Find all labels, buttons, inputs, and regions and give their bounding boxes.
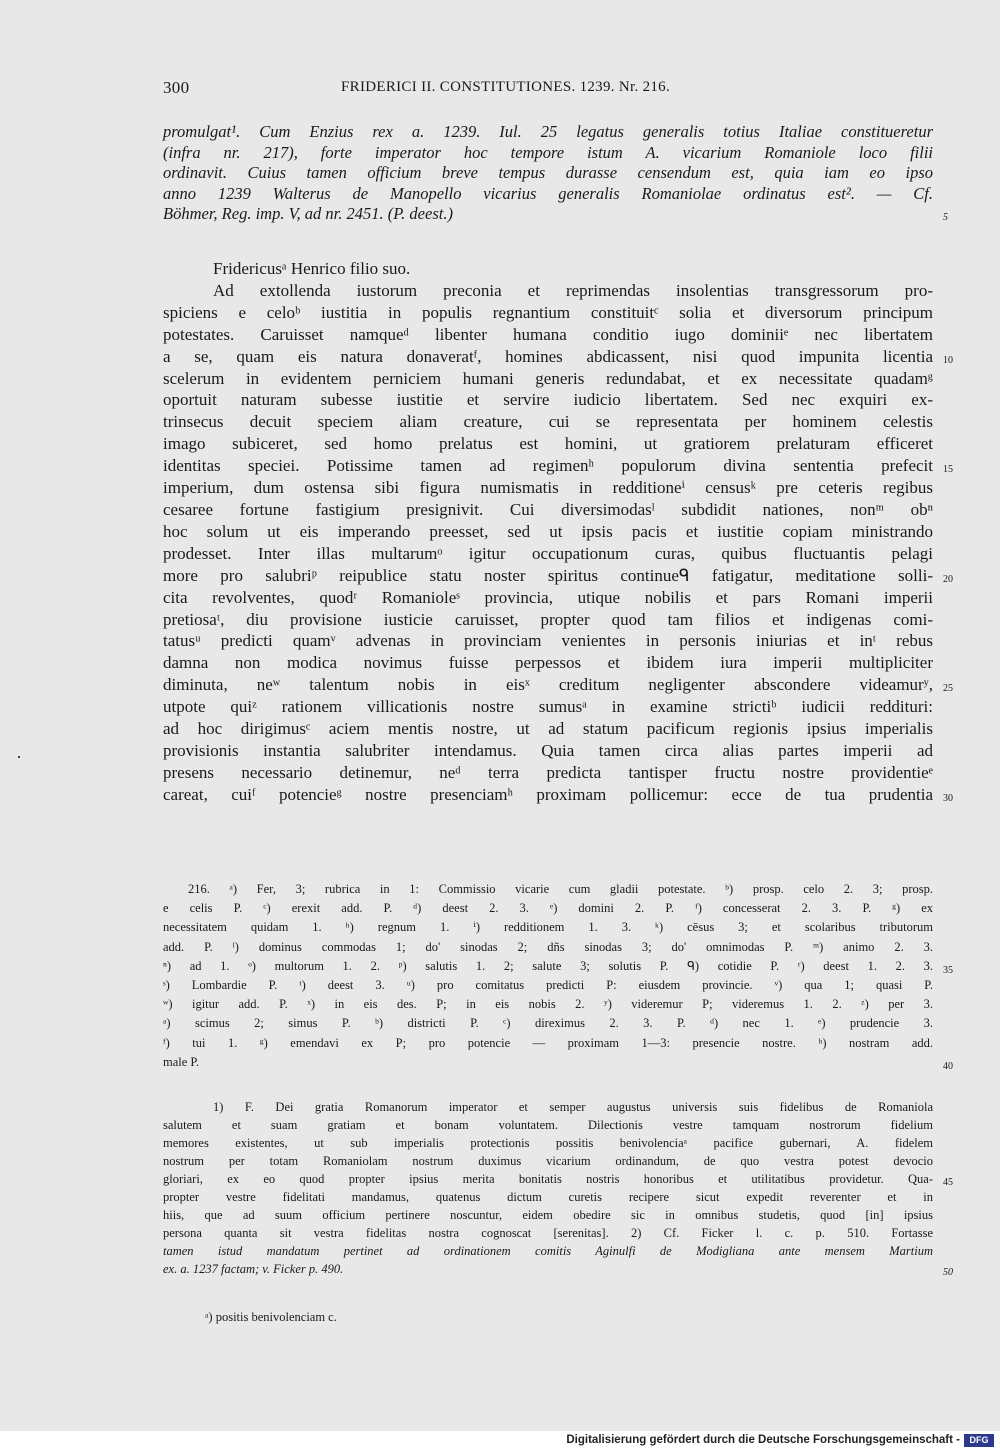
text-line xyxy=(163,324,933,346)
digitization-bar xyxy=(0,1431,1000,1451)
text-line-text: pretiosaᵗ, diu provisione iusticie caruisset, propter quod tam filios et indigenas comi- xyxy=(163,609,933,629)
text-line-text: careat, cuiᶠ potencieᵍ nostre presenciamʰ proximam pollicemur: ecce de tua prudentia xyxy=(163,784,933,804)
line-number: 20 xyxy=(943,573,953,585)
line-number: 15 xyxy=(943,464,953,476)
line-number: 10 xyxy=(943,354,953,366)
text-line-text: Ad extollenda iustorum preconia et reprimendas insolentias transgressorum pro- xyxy=(213,280,933,300)
text-line-text: more pro salubriᵖ reipublice statu noster spiritus continueᑫ fatigatur, meditatione solli- xyxy=(163,565,933,585)
footnote-line-text: persona quanta sit vestra fidelitas nostra cognoscat [serenitas]. 2) Cf. Ficker l. c. p. 510. Fortasse xyxy=(163,1226,933,1240)
line-number: 35 xyxy=(943,964,953,976)
text-line xyxy=(163,455,953,477)
text-line-text: diminuta, neʷ talentum nobis in eisˣ creditum negligenter abscondere videamurʸ, xyxy=(163,675,933,695)
footnote-line-text: propter vestre fidelitati mandamus, quatenus dictum curetis recipere sicut expedit reverenter et in xyxy=(163,1190,933,1204)
text-line xyxy=(163,587,933,609)
footnote-line xyxy=(163,1116,933,1134)
apparatus-line xyxy=(163,976,933,995)
footnote-line-text: ex. a. 1237 factam; v. Ficker p. 490. xyxy=(163,1262,344,1276)
footnote-line-text: tamen istud mandatum pertinet ad ordinationem comitis Aginulfi de Modigliana ante mensem Martium xyxy=(163,1244,933,1258)
footnote-line-text: salutem et suam gratiam et bonam voluntatem. Dilectionis vestre tamquam nostrorum fidelium xyxy=(163,1118,933,1132)
scan-speck xyxy=(18,756,20,758)
intro-line-text: promulgat¹. Cum Enzius rex a. 1239. Iul. 25 legatus generalis totius Italiae constitueretur xyxy=(163,122,933,141)
text-line-text: provisionis instantia salubriter intendamus. Quia tamen circa alias partes imperii ad xyxy=(163,740,933,760)
text-line xyxy=(163,368,933,390)
intro-line xyxy=(163,122,933,143)
text-line-text: ad hoc dirigimusᶜ aciem mentis nostre, ut ad statum pacificum regionis ipsius imperialis xyxy=(163,719,933,739)
footnote-line xyxy=(163,1242,933,1260)
apparatus-line-text: ᶠ) tui 1. ᵍ) emendavi ex P; pro potencie — proximam 1—3: presencie nostre. ʰ) nostram add. xyxy=(163,1035,933,1050)
editorial-introduction xyxy=(163,122,948,225)
text-line-text: identitas speciei. Potissime tamen ad regimenʰ populorum divina sententia prefecit xyxy=(163,456,933,476)
sub-footnote: ᵃ) positis benivolenciam c. xyxy=(205,1310,337,1324)
text-line xyxy=(163,762,933,784)
apparatus-line xyxy=(163,918,933,937)
apparatus-line-text: ʷ) igitur add. P. ˣ) in eis des. P; in eis nobis 2. ʸ) videremur P; videremus 1. 2. ᶻ) per 3. xyxy=(163,997,933,1012)
intro-line-text: Böhmer, Reg. imp. V, ad nr. 2451. (P. deest.) xyxy=(163,204,453,224)
apparatus-line-text: add. P. ˡ) dominus commodas 1; do' sinodas 2; dñs sinodas 3; do' omnimodas P. ᵐ) animo 2. 3. xyxy=(163,939,933,954)
apparatus-line xyxy=(163,957,953,976)
footnote-line-text: hiis, que ad suum officium pertinere noscuntur, eidem obedire sic in omnibus studetis, quod [in] ipsius xyxy=(163,1208,933,1222)
text-line-text: Fridericusᵃ Henrico filio suo. xyxy=(213,259,411,278)
text-line-text: presens necessario detinemur, neᵈ terra predicta tantisper fructu nostre providentieᵉ xyxy=(163,762,933,782)
text-line xyxy=(163,609,933,631)
footnote-line-text: gloriari, ex eo quod propter ipsius merita bonitatis nostris honoribus et utilitatibus providetur. Qua- xyxy=(163,1172,933,1186)
intro-line xyxy=(163,143,933,164)
text-line-text: a se, quam eis natura donaveratᶠ, homines abdicassent, nisi quod impunita licentia xyxy=(163,346,933,366)
text-line-text: damna non modica novimus fuisse perpessos et ibidem iura imperii multipliciter xyxy=(163,653,933,673)
dfg-logo: DFG xyxy=(964,1434,994,1447)
text-line-text: spiciens e celoᵇ iustitia in populis regnantium constituitᶜ solia et diversorum principum xyxy=(163,302,933,322)
text-line-text: imago subiceret, sed homo prelatus est homini, ut gratiorem prelaturam efficeret xyxy=(163,434,933,454)
page-number: 300 xyxy=(163,78,190,97)
digitization-credit: Digitalisierung gefördert durch die Deutsche Forschungsgemeinschaft - xyxy=(566,1434,960,1446)
line-number: 25 xyxy=(943,683,953,695)
footnote-line xyxy=(163,1224,933,1242)
footnote-line-text: memores existentes, ut sub imperialis protectionis possitis benivolenciaᵃ pacifice gubernari, A. fidelem xyxy=(163,1136,933,1150)
text-line-text: oportuit naturam subesse iustitie et servire iudicio libertatem. Sed nec exquiri ex- xyxy=(163,390,933,410)
text-line-text: cesaree fortune fastigium presignivit. Cui diversimodasˡ subdidit nationes, nonᵐ obⁿ xyxy=(163,499,933,519)
footnote-line xyxy=(163,1152,933,1170)
line-number: 45 xyxy=(943,1177,953,1188)
text-line xyxy=(163,630,933,652)
apparatus-line-text: male P. xyxy=(163,1054,200,1069)
text-line-text: cita revolventes, quodʳ Romanioleˢ provincia, utique nobilis et pars Romani imperii xyxy=(163,587,933,607)
text-line-text: hoc solum ut eis imperando preesset, sed ut ipsis pacis et iustitie copiam ministrando xyxy=(163,521,933,541)
apparatus-line xyxy=(163,1034,933,1053)
intro-line xyxy=(163,163,933,184)
footnote-line-text: 1) F. Dei gratia Romanorum imperator et semper augustus universis suis fidelibus de Romaniola xyxy=(213,1100,933,1114)
apparatus-line xyxy=(163,1014,933,1033)
apparatus-line xyxy=(163,899,933,918)
text-line-text: trinsecus decuit speciem aliam creature, cui se representata per hominem celestis xyxy=(163,412,933,432)
text-line xyxy=(163,280,933,302)
apparatus-line-text: ᵃ) scimus 2; simus P. ᵇ) districti P. ᶜ) direximus 2. 3. P. ᵈ) nec 1. ᵉ) prudencie 3. xyxy=(163,1016,933,1031)
apparatus-line xyxy=(163,995,933,1014)
apparatus-line-text: 216. ᵃ) Fer, 3; rubrica in 1: Commissio vicarie cum gladii potestate. ᵇ) prosp. celo 2. 3; prosp. xyxy=(188,882,933,896)
document-text xyxy=(163,258,953,806)
text-line xyxy=(163,674,953,696)
footnote-line xyxy=(163,1134,933,1152)
footnote-line xyxy=(163,1260,953,1278)
text-line xyxy=(163,696,933,718)
text-line xyxy=(163,346,953,368)
text-line xyxy=(163,302,933,324)
text-line xyxy=(163,740,933,762)
apparatus-line-text: e celis P. ᶜ) erexit add. P. ᵈ) deest 2. 3. ᵉ) domini 2. P. ᶠ) concesserat 2. 3. P. ᵍ) ex xyxy=(163,901,933,916)
apparatus-line-text: ˢ) Lombardie P. ᵗ) deest 3. ᵘ) pro comitatus predicti P: eiusdem provincie. ᵛ) qua 1; quasi P. xyxy=(163,978,933,993)
footnote-line xyxy=(163,1206,933,1224)
text-line xyxy=(163,521,933,543)
running-title: FRIDERICI II. CONSTITUTIONES. 1239. Nr. 216. xyxy=(341,79,671,95)
line-number: 5 xyxy=(943,212,948,224)
text-line-text: tatusᵘ predicti quamᵛ advenas in provinciam venientes in personis iniurias et inᵗ rebus xyxy=(163,631,933,651)
footnote-line xyxy=(163,1188,933,1206)
line-number: 30 xyxy=(943,792,953,804)
text-line-text: utpote quiᶻ rationem villicationis nostre sumusᵃ in examine strictiᵇ iudicii reddituri: xyxy=(163,697,933,717)
intro-line xyxy=(163,184,933,205)
footnotes xyxy=(163,1098,953,1278)
text-line-text: prodesset. Inter illas multarumᵒ igitur occupationum curas, quibus fluctuantis pelagi xyxy=(163,543,933,563)
apparatus-line xyxy=(163,938,933,957)
text-line xyxy=(163,258,933,280)
text-line-text: imperium, dum ostensa sibi figura numismatis in redditioneⁱ censusᵏ pre ceteris regibus xyxy=(163,478,933,498)
line-number: 40 xyxy=(943,1060,953,1072)
apparatus-line xyxy=(163,880,933,899)
text-line xyxy=(163,477,933,499)
apparatus-line xyxy=(163,1053,953,1072)
text-line xyxy=(163,652,933,674)
text-line xyxy=(163,565,953,587)
text-line-text: scelerum in evidentem perniciem humani generis redundabat, et ex necessitate quadamᵍ xyxy=(163,368,933,388)
intro-line-text: ordinavit. Cuius tamen officium breve tempus durasse censendum est, quia iam eo ipso xyxy=(163,163,933,183)
critical-apparatus xyxy=(163,880,953,1072)
text-line-text: potestates. Caruisset namqueᵈ libenter humana conditio iugo dominiiᵉ nec libertatem xyxy=(163,324,933,344)
text-line xyxy=(163,433,933,455)
text-line xyxy=(163,543,933,565)
apparatus-line-text: ⁿ) ad 1. ᵒ) multorum 1. 2. ᵖ) salutis 1. 2; salute 3; solutis P. ᑫ) cotidie P. ʳ) deest 1. 2. 3. xyxy=(163,958,933,973)
line-number: 50 xyxy=(943,1267,953,1278)
footnote-line xyxy=(163,1098,933,1116)
text-line xyxy=(163,499,933,521)
text-line xyxy=(163,718,933,740)
text-line xyxy=(163,411,933,433)
page-header xyxy=(163,78,933,102)
intro-line-text: (infra nr. 217), forte imperator hoc tempore istum A. vicarium Romaniole loco filii xyxy=(163,142,933,162)
intro-line xyxy=(163,204,948,225)
footnote-line-text: nostrum per totam Romaniolam nostrum duximus vicarium ordinandum, de quo vestra potest devocio xyxy=(163,1154,933,1168)
footnote-line xyxy=(163,1170,953,1188)
intro-line-text: anno 1239 Walterus de Manopello vicarius generalis Romaniolae ordinatus est². — Cf. xyxy=(163,183,933,203)
text-line xyxy=(163,389,933,411)
apparatus-line-text: necessitatem quidam 1. ʰ) regnum 1. ⁱ) redditionem 1. 3. ᵏ) cēsus 3; et scolaribus tributorum xyxy=(163,920,933,935)
text-line xyxy=(163,784,953,806)
